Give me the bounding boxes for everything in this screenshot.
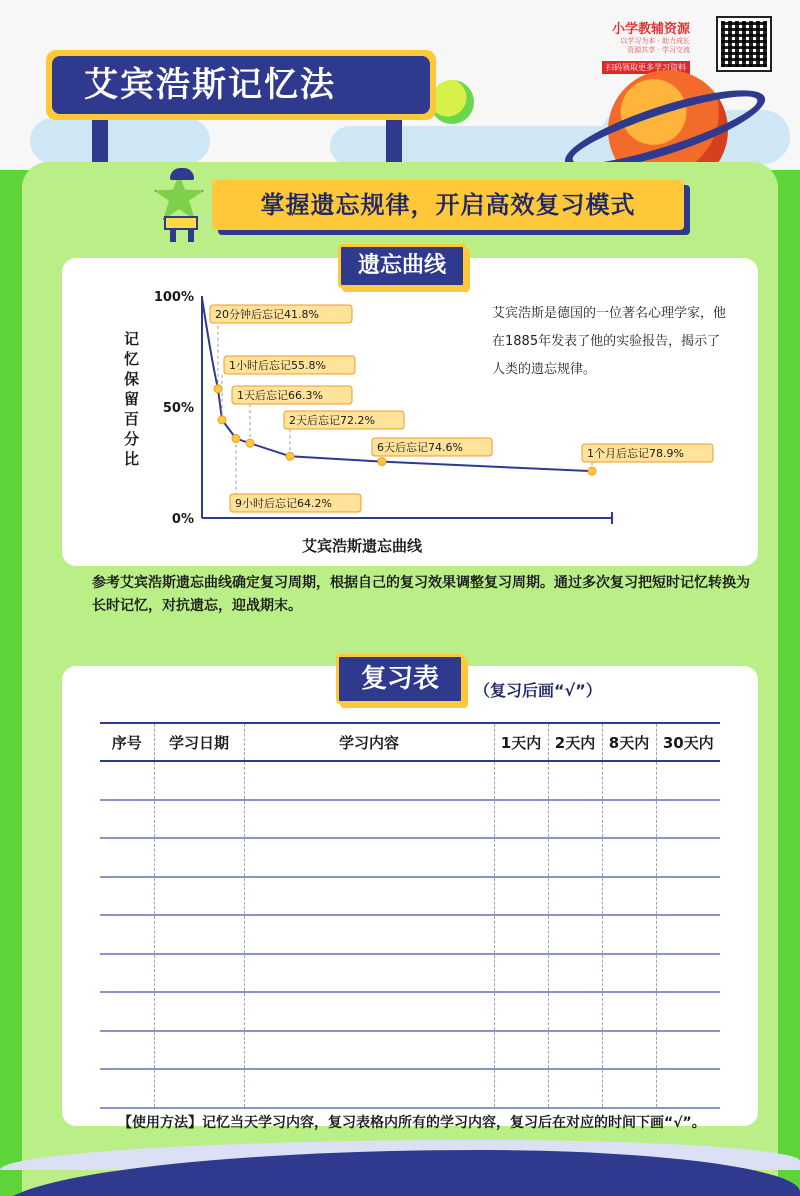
data-label: 2天后忘记72.2% — [289, 414, 375, 427]
y-axis-label: 记忆保留百分比 — [124, 330, 140, 468]
column-header: 2天内 — [548, 723, 602, 761]
y-tick-label: 0% — [171, 512, 194, 527]
table-row — [100, 915, 720, 954]
brand-slogan-1: 以学习为本 · 助力成长 — [620, 37, 690, 45]
table-row — [100, 838, 720, 877]
table-cell[interactable] — [154, 877, 244, 916]
review-note: （复习后画“√”） — [474, 681, 602, 700]
table-cell[interactable] — [154, 992, 244, 1031]
table-cell[interactable] — [100, 1031, 154, 1070]
table-cell[interactable] — [656, 992, 720, 1031]
column-header: 1天内 — [494, 723, 548, 761]
review-section-label: 复习表 — [336, 654, 464, 704]
table-cell[interactable] — [100, 954, 154, 993]
data-label: 6天后忘记74.6% — [377, 441, 463, 454]
table-cell[interactable] — [548, 761, 602, 800]
data-point — [588, 467, 596, 475]
table-row — [100, 800, 720, 839]
table-row — [100, 1069, 720, 1108]
title-sign — [46, 50, 436, 120]
table-cell[interactable] — [548, 1031, 602, 1070]
data-point — [218, 416, 226, 424]
qr-code-icon[interactable] — [718, 18, 770, 70]
table-cell[interactable] — [154, 954, 244, 993]
table-row — [100, 877, 720, 916]
table-cell[interactable] — [494, 761, 548, 800]
table-cell[interactable] — [548, 877, 602, 916]
column-header: 学习日期 — [154, 723, 244, 761]
table-cell[interactable] — [656, 954, 720, 993]
table-cell[interactable] — [244, 838, 494, 877]
data-label: 9小时后忘记64.2% — [235, 497, 332, 510]
table-cell[interactable] — [548, 800, 602, 839]
table-cell[interactable] — [494, 915, 548, 954]
data-label: 1天后忘记66.3% — [237, 389, 323, 402]
data-point — [286, 452, 294, 460]
curve-explanation: 参考艾宾浩斯遗忘曲线确定复习周期，根据自己的复习效果调整复习周期。通过多次复习把短时记忆转换为长时记忆，对抗遗忘，迎战期末。 — [92, 575, 750, 614]
table-cell[interactable] — [494, 992, 548, 1031]
table-cell[interactable] — [154, 761, 244, 800]
table-cell[interactable] — [244, 992, 494, 1031]
table-cell[interactable] — [602, 992, 656, 1031]
table-cell[interactable] — [100, 1069, 154, 1108]
table-cell[interactable] — [244, 1069, 494, 1108]
table-cell[interactable] — [602, 877, 656, 916]
subtitle-banner — [212, 180, 684, 230]
curve-section-label: 遗忘曲线 — [338, 244, 466, 288]
table-cell[interactable] — [602, 954, 656, 993]
curve-description: 艾宾浩斯是德国的一位著名心理学家，他在1885年发表了他的实验报告，揭示了人类的遗忘规律。 — [492, 306, 727, 377]
y-tick-label: 50% — [162, 401, 194, 416]
table-cell[interactable] — [154, 915, 244, 954]
data-label: 1小时后忘记55.8% — [229, 359, 326, 372]
table-cell[interactable] — [602, 915, 656, 954]
table-cell[interactable] — [656, 761, 720, 800]
brand-block — [602, 18, 690, 74]
table-cell[interactable] — [656, 915, 720, 954]
usage-instructions: 【使用方法】记忆当天学习内容，复习表格内所有的学习内容，复习后在对应的时间下画“√”。 — [118, 1115, 706, 1131]
table-cell[interactable] — [602, 800, 656, 839]
table-cell[interactable] — [494, 877, 548, 916]
table-cell[interactable] — [656, 1069, 720, 1108]
review-table-header — [100, 723, 720, 761]
table-cell[interactable] — [100, 915, 154, 954]
column-header: 8天内 — [602, 723, 656, 761]
table-cell[interactable] — [656, 838, 720, 877]
sign-post — [386, 118, 402, 162]
table-cell[interactable] — [154, 1069, 244, 1108]
table-row — [100, 954, 720, 993]
table-cell[interactable] — [656, 1031, 720, 1070]
brand-tag: 扫码领取更多学习资料 — [602, 61, 690, 74]
x-axis-label: 艾宾浩斯遗忘曲线 — [301, 537, 423, 555]
page-title: 艾宾浩斯记忆法 — [52, 56, 430, 114]
table-cell[interactable] — [656, 877, 720, 916]
sign-post — [92, 118, 108, 162]
review-table — [100, 722, 720, 1109]
brand-name: 小学教辅资源 — [611, 22, 690, 37]
data-point — [246, 439, 254, 447]
column-header: 学习内容 — [244, 723, 494, 761]
table-cell[interactable] — [244, 800, 494, 839]
table-cell[interactable] — [548, 954, 602, 993]
table-cell[interactable] — [100, 761, 154, 800]
table-cell[interactable] — [494, 800, 548, 839]
data-point — [214, 385, 222, 393]
data-label: 1个月后忘记78.9% — [587, 447, 684, 460]
column-header: 序号 — [100, 723, 154, 761]
table-row — [100, 992, 720, 1031]
table-cell[interactable] — [602, 1069, 656, 1108]
table-cell[interactable] — [100, 992, 154, 1031]
table-cell[interactable] — [100, 877, 154, 916]
table-row — [100, 1031, 720, 1070]
data-point — [232, 435, 240, 443]
table-cell[interactable] — [548, 915, 602, 954]
table-cell[interactable] — [100, 800, 154, 839]
table-cell[interactable] — [244, 915, 494, 954]
brand-slogan-2: 资源共享 · 学习交流 — [627, 46, 690, 54]
subtitle-text: 掌握遗忘规律，开启高效复习模式 — [260, 191, 636, 219]
table-cell[interactable] — [244, 877, 494, 916]
table-cell[interactable] — [244, 954, 494, 993]
table-cell[interactable] — [494, 1069, 548, 1108]
table-cell[interactable] — [656, 800, 720, 839]
data-point — [378, 458, 386, 466]
table-cell[interactable] — [548, 1069, 602, 1108]
star-mascot-icon — [150, 168, 214, 246]
table-cell[interactable] — [602, 1031, 656, 1070]
y-tick-label: 100% — [153, 290, 194, 305]
table-cell[interactable] — [100, 838, 154, 877]
table-cell[interactable] — [494, 1031, 548, 1070]
table-cell[interactable] — [244, 761, 494, 800]
table-cell[interactable] — [494, 954, 548, 993]
data-label: 20分钟后忘记41.8% — [215, 308, 319, 321]
table-cell[interactable] — [154, 1031, 244, 1070]
table-cell[interactable] — [602, 761, 656, 800]
cloud-decoration — [30, 118, 210, 164]
table-cell[interactable] — [548, 992, 602, 1031]
small-planet-icon — [430, 80, 474, 124]
table-cell[interactable] — [548, 838, 602, 877]
table-cell[interactable] — [154, 800, 244, 839]
table-cell[interactable] — [602, 838, 656, 877]
column-header: 30天内 — [656, 723, 720, 761]
table-cell[interactable] — [244, 1031, 494, 1070]
table-cell[interactable] — [494, 838, 548, 877]
table-row — [100, 761, 720, 800]
table-cell[interactable] — [154, 838, 244, 877]
